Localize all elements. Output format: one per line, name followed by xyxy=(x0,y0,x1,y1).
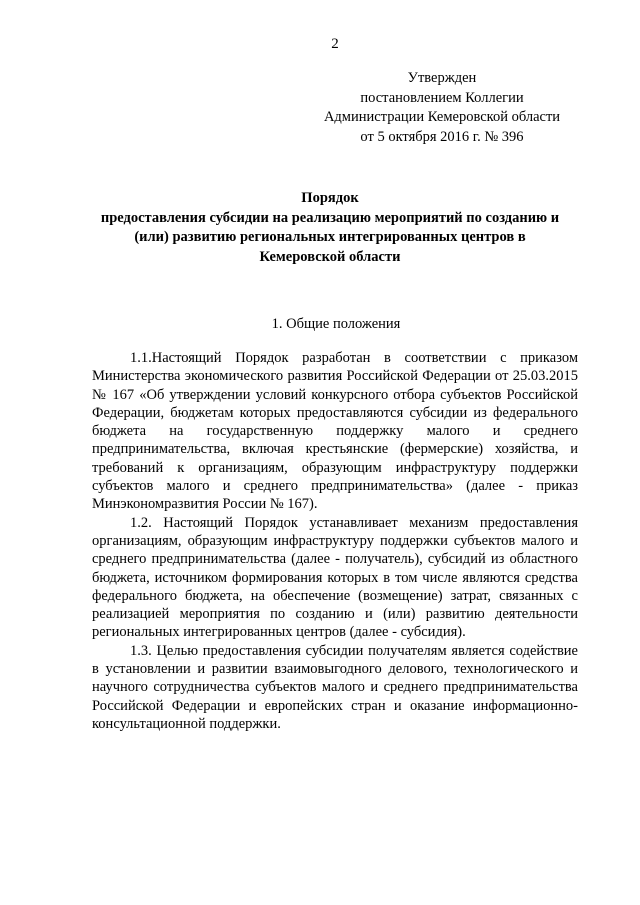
paragraph-1-3: 1.3. Целью предоставления субсидии получателям является содействие в установлении и развитии взаимовыгодного делового, технологического и научного сотрудничества субъектов малого и среднего предпринимательства Российской Федерации и европейских стран и оказание информационно-консультационной поддержки. xyxy=(92,642,578,732)
approval-line: Администрации Кемеровской области xyxy=(323,109,561,125)
approval-block xyxy=(292,69,592,147)
approval-line: от 5 октября 2016 г. № 396 xyxy=(360,128,524,145)
title-line: Порядок xyxy=(301,190,359,206)
section-body xyxy=(92,349,578,733)
paragraph-1-1: 1.1.Настоящий Порядок разработан в соответствии с приказом Министерства экономического развития Российской Федерации от 25.03.2015 № 167 «Об утверждении условий конкурсного отбора субъектов Российской Федерации, бюджетам которых предоставляются субсидии из федерального бюджета на государственную поддержку малого и среднего предпринимательства, включая крестьянские (фермерские) хозяйства, и требований к организациям, образующим инфраструктуру поддержки субъектов малого и среднего предпринимательства» (далее - приказ Минэкономразвития России № 167). xyxy=(92,350,578,513)
approval-line: Утвержден xyxy=(407,70,477,86)
approval-line: постановлением Коллегии xyxy=(360,89,524,106)
title-line: Кемеровской области xyxy=(259,248,401,265)
section-heading: 1. Общие положения xyxy=(271,316,401,332)
title-line: (или) развитию региональных интегрированных центров в xyxy=(134,229,526,245)
paragraph-1-2: 1.2. Настоящий Порядок устанавливает механизм предоставления организациям, образующим инфраструктуру поддержки субъектов малого и среднего предпринимательства (далее - получатель), субсидий из областного бюджета, источником формирования которых в том числе являются средства федерального бюджета, на обеспечение (возмещение) затрат, связанных с реализацией мероприятия по созданию и (или) развитию деятельности региональных интегрированных центров (далее - субсидия). xyxy=(92,514,578,641)
page-number: 2 xyxy=(331,36,339,52)
title-line: предоставления субсидии на реализацию мероприятий по созданию и xyxy=(100,209,560,226)
document-title xyxy=(80,189,580,267)
